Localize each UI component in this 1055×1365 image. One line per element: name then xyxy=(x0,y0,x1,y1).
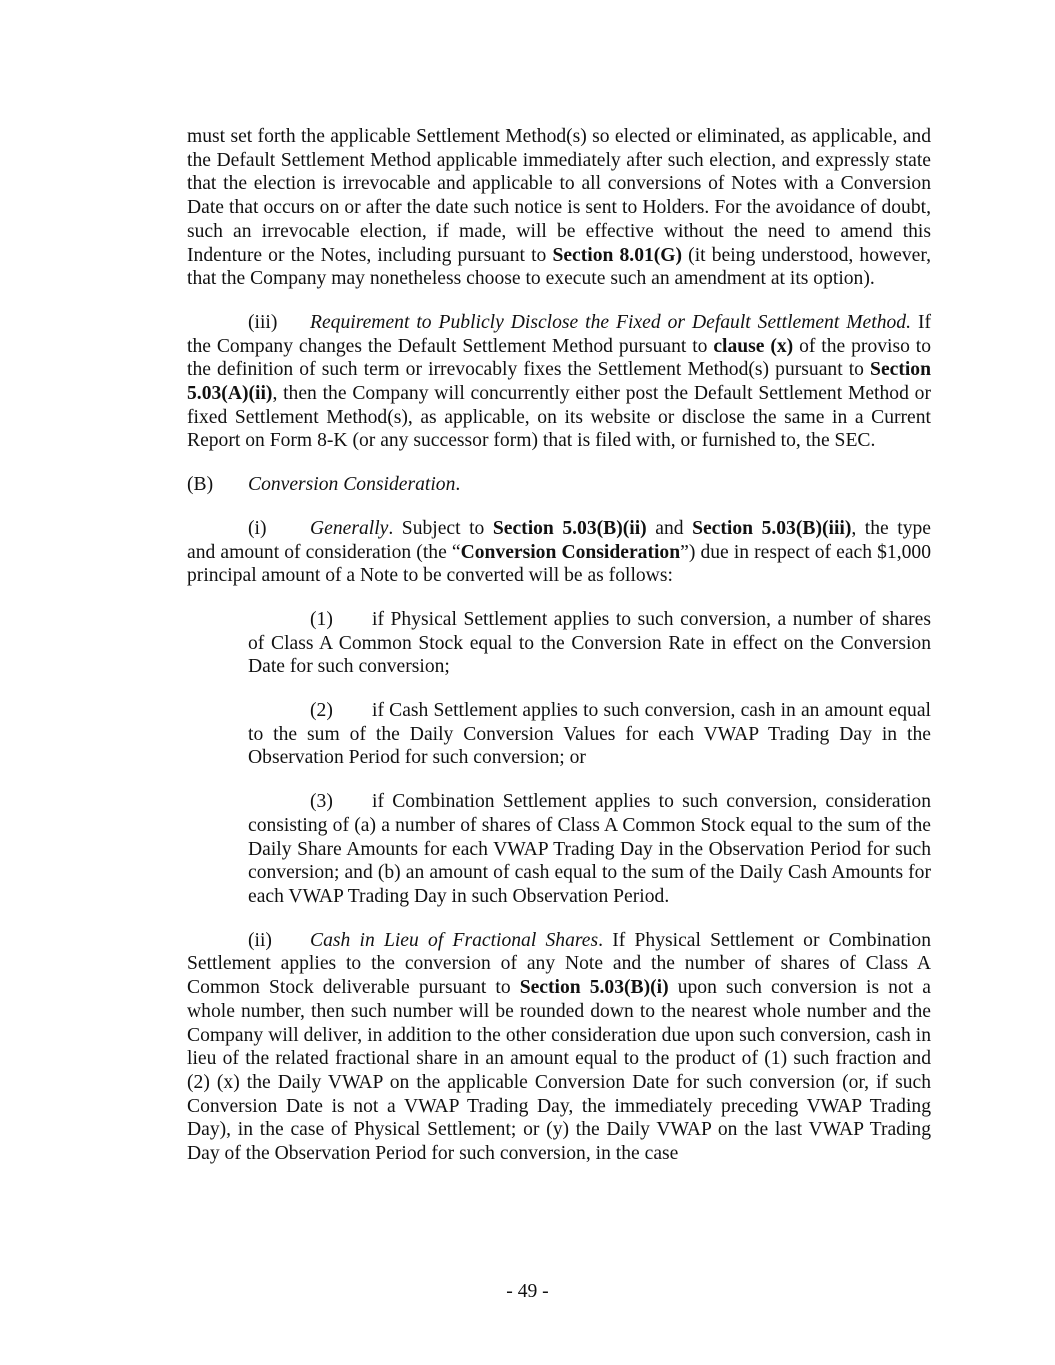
document-page xyxy=(187,125,931,1166)
paragraph-i xyxy=(187,517,931,588)
section-reference: Section 5.03(B)(i) xyxy=(519,977,669,999)
item-number: (3) xyxy=(310,791,333,813)
paragraph-text: , the type and amount of consideration (the “ xyxy=(187,517,931,563)
heading-number: (B) xyxy=(187,474,214,496)
paragraph-text: (it being understood, however, that the Company may nonetheless choose to execute such an amendment at its option). xyxy=(187,244,931,290)
clause-number: (i) xyxy=(248,517,267,539)
heading-b xyxy=(187,473,931,497)
paragraph-text: of the proviso to the definition of such term or irrevocably fixes the Settlement Method(s) pursuant to xyxy=(187,335,932,381)
item-text: if Combination Settlement applies to such conversion, consideration consisting of (a) a number of shares of Class A Common Stock equal to the sum of the Daily Share Amounts for each VWAP Trading Day in the Observation Period for such conversion; and (b) an amount of cash equal to the sum of the Daily Cash Amounts for each VWAP Trading Day in such Observation Period. xyxy=(248,791,931,907)
heading-period: . xyxy=(455,474,461,496)
defined-term: Conversion Consideration xyxy=(460,541,681,563)
item-number: (2) xyxy=(310,700,333,722)
paragraph-settlement-election xyxy=(187,125,931,291)
clause-number: (ii) xyxy=(248,929,272,951)
paragraph-text: and xyxy=(646,517,693,539)
item-number: (1) xyxy=(310,608,333,630)
clause-number: (iii) xyxy=(248,311,278,333)
clause-title: Requirement to Publicly Disclose the Fixed or Default Settlement Method. xyxy=(310,311,911,333)
item-text: if Physical Settlement applies to such conversion, a number of shares of Class A Common Stock equal to the Conversion Rate in effect on the Conversion Date for such conversion; xyxy=(248,608,931,678)
section-reference: Section 5.03(B)(iii) xyxy=(692,517,852,539)
paragraph-text: ”) due in respect of each $1,000 principal amount of a Note to be converted will be as follows: xyxy=(187,541,932,587)
paragraph-iii xyxy=(187,311,931,453)
paragraph-text: If the Company changes the Default Settlement Method pursuant to xyxy=(187,311,931,357)
list-item xyxy=(248,790,931,909)
item-text: if Cash Settlement applies to such conversion, cash in an amount equal to the sum of the Daily Conversion Values for each VWAP Trading Day in the Observation Period for such conversion; or xyxy=(248,700,931,769)
paragraph-text: . If Physical Settlement or Combination Settlement applies to the conversion of any Note and the number of shares of Class A Common Stock deliverable pursuant to xyxy=(187,929,932,999)
page-number: - 49 - xyxy=(506,1281,549,1302)
paragraph-ii xyxy=(187,929,931,1166)
clause-reference: clause (x) xyxy=(713,335,794,357)
paragraph-text: must set forth the applicable Settlement Method(s) so elected or eliminated, as applicable, and the Default Settlement Method applicable immediately after such election, and expressly state that the election is irrevocable and applicable to all conversions of Notes with a Conversion Date that occurs on or after the date such notice is sent to Holders. For the avoidance of doubt, such an irrevocable election, if made, will be effective without the need to amend this Indenture or the Notes, including pursuant to xyxy=(187,126,931,266)
paragraph-text: upon such conversion is not a whole number, then such number will be rounded down to the nearest whole number and the Company will deliver, in addition to the other consideration due upon such conversion, cash in lieu of the related fractional share in an amount equal to the product of (1) such fraction and (2) (x) the Daily VWAP on the applicable Conversion Date for such conversion (or, if such Conversion Date is not a VWAP Trading Day, the immediately preceding VWAP Trading Day), in the case of Physical Settlement; or (y) the Daily VWAP on the last VWAP Trading Day of the Observation Period for such conversion, in the case xyxy=(187,977,931,1165)
clause-title: Generally xyxy=(310,517,389,539)
section-reference: Section 8.01(G) xyxy=(552,244,683,266)
paragraph-text: , then the Company will concurrently either post the Default Settlement Method or fixed Settlement Method(s), as applicable, on its website or disclose the same in a Current Report on Form 8-K (or any successor form) that is filed with, or furnished to, the SEC. xyxy=(187,383,931,452)
paragraph-text: . Subject to xyxy=(388,517,493,539)
list-item xyxy=(248,608,931,679)
list-item xyxy=(248,699,931,770)
heading-title: Conversion Consideration xyxy=(248,474,456,496)
section-reference: Section 5.03(A)(ii) xyxy=(187,359,931,405)
clause-title: Cash in Lieu of Fractional Shares xyxy=(310,929,599,951)
section-reference: Section 5.03(B)(ii) xyxy=(492,517,647,539)
